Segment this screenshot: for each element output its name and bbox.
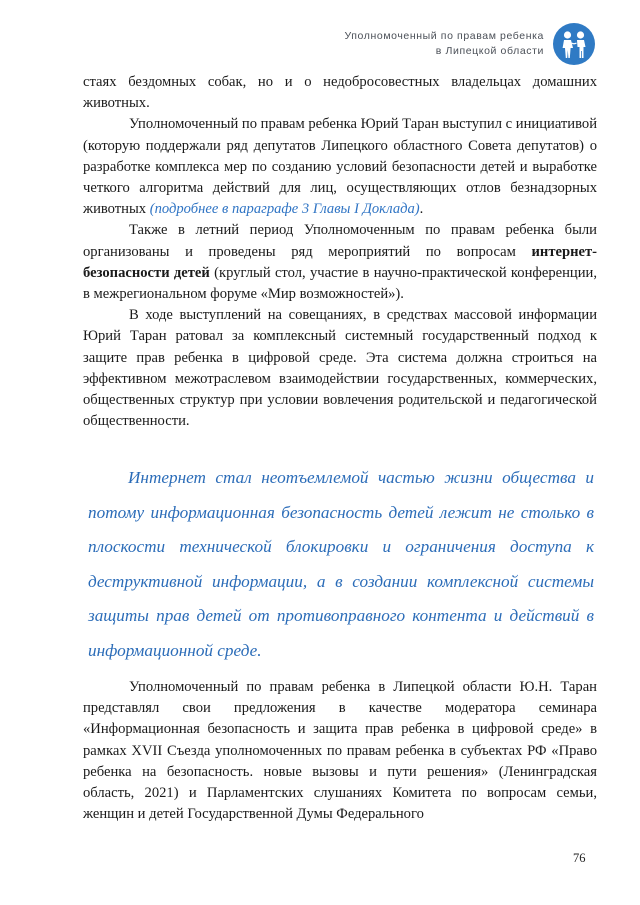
paragraph-3-before: Также в летний период Уполномоченным по правам ребенка были организованы и проведены ряд мероприятий по вопросам (83, 222, 597, 260)
paragraph-4: В ходе выступлений на совещаниях, в средствах массовой информации Юрий Таран ратовал за комплексный системный государственный подход к защите прав ребенка в цифровой среде. Эта система должна строиться на эффективном межотраслевом взаимодействии государственных, коммерческих, общественных структур при условии вовлечения родительской и педагогической общественности. (83, 307, 597, 430)
children-silhouette-logo-icon (552, 22, 596, 66)
paragraph-3-after: (круглый стол, участие в научно-практической конференции, в межрегиональном форуме «Мир возможностей»). (83, 264, 597, 303)
highlight-quote: Интернет стал неотъемлемой частью жизни общества и потому информационная безопасность детей лежит не столько в плоскости технической блокировки и ограничения доступа к деструктивной информации, а в создании комплексной системы защиты прав детей от противоправного контента и действий в информационной среде. (88, 468, 594, 660)
page-number: 76 (573, 851, 586, 865)
header-text (344, 29, 544, 59)
paragraph-3 (83, 220, 597, 305)
paragraph-2-text: Уполномоченный по правам ребенка Юрий Таран выступил с инициативой (которую поддержали ряд депутатов Липецкого областного Совета депутатов) о разработке комплекса мер по созданию условий безопасности детей и выработке четкого алгоритма действий для лиц, осуществляющих отлов безнадзорных животных (83, 116, 598, 218)
header-title-line1: Уполномоченный по правам ребенка (344, 30, 544, 42)
page-header (344, 22, 596, 66)
paragraph-1: стаях бездомных собак, но и о недобросовестных владельцах домашних животных. (83, 74, 597, 112)
header-title-line2: в Липецкой области (435, 45, 544, 57)
paragraph-3-bold: интернет-безопасности детей (83, 243, 597, 281)
body-text-bottom (83, 677, 597, 825)
chapter-reference-link[interactable]: (подробнее в параграфе 3 Главы I Доклада) (149, 201, 420, 218)
paragraph-2-end: . (419, 201, 424, 218)
paragraph-5: Уполномоченный по правам ребенка в Липецкой области Ю.Н. Таран представлял свои предложения в качестве модератора семинара «Информационная безопасность и защита прав ребенка в цифровой среде» в рамках XVII Съезда уполномоченных по правам ребенка в субъектах РФ «Право ребенка на безопасность. новые вызовы и пути решения» (Ленинградская область, 2021) и Парламентских слушаниях Комитета по вопросам семьи, женщин и детей Государственной Думы Федерального (83, 679, 597, 823)
body-text-top (83, 72, 597, 432)
paragraph-2 (83, 114, 597, 220)
